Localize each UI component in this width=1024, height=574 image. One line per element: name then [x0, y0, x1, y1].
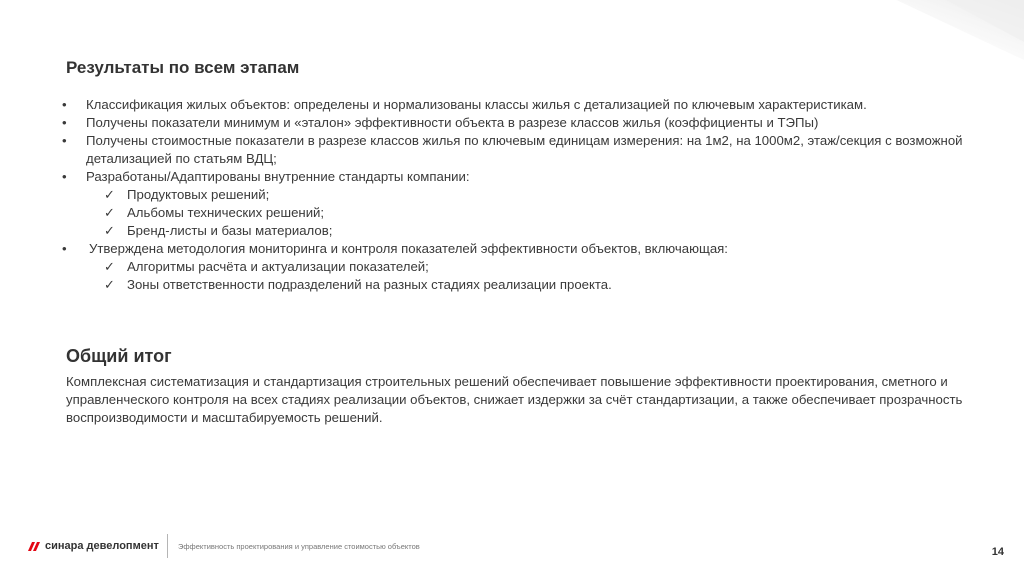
checkmark-icon: ✓	[104, 205, 116, 220]
list-item-text: Получены показатели минимум и «эталон» эффективности объекта в разрезе классов жилья (коэффициенты и ТЭПы)	[86, 115, 819, 130]
results-list	[62, 96, 992, 294]
checkmark-icon: ✓	[104, 259, 116, 274]
list-item-text: Классификация жилых объектов: определены и нормализованы классы жилья с детализацией по ключевым характеристикам.	[86, 97, 867, 112]
sub-list-item	[104, 222, 992, 240]
sub-list-item	[104, 276, 992, 294]
checkmark-icon: ✓	[104, 277, 116, 292]
logo-mark-icon	[28, 542, 40, 551]
bullet-icon: •	[62, 241, 67, 256]
sub-list-item-text: Альбомы технических решений;	[127, 205, 325, 220]
company-logo	[28, 540, 159, 552]
list-item	[62, 132, 992, 168]
bullet-icon: •	[62, 133, 67, 148]
sub-list-item-text: Бренд-листы и базы материалов;	[127, 223, 333, 238]
checkmark-icon: ✓	[104, 223, 116, 238]
footer-divider	[167, 534, 168, 558]
checkmark-icon: ✓	[104, 187, 116, 202]
sub-list-item-text: Продуктовых решений;	[127, 187, 270, 202]
list-item-text: Разработаны/Адаптированы внутренние стандарты компании:	[86, 169, 470, 184]
section-title-results: Результаты по всем этапам	[66, 58, 300, 77]
sub-list-standards	[86, 186, 992, 240]
list-item-text: Получены стоимостные показатели в разрезе классов жилья по ключевым единицам измерения: на 1м2, на 1000м2, этаж/секция с возможной детализацией по статьям ВДЦ;	[86, 133, 963, 166]
sub-list-methodology	[86, 258, 992, 294]
sub-list-item	[104, 204, 992, 222]
sub-list-item	[104, 186, 992, 204]
bullet-icon: •	[62, 97, 67, 112]
sub-list-item-text: Зоны ответственности подразделений на разных стадиях реализации проекта.	[127, 277, 612, 292]
list-item	[62, 168, 992, 240]
sub-list-item	[104, 258, 992, 276]
section-title-summary: Общий итог	[66, 346, 172, 366]
logo-text: синара девелопмент	[45, 540, 159, 552]
footer-caption: Эффективность проектирования и управление стоимостью объектов	[178, 542, 420, 551]
bullet-icon: •	[62, 169, 67, 184]
summary-text: Комплексная систематизация и стандартизация строительных решений обеспечивает повышение эффективности проектирования, сметного и управленческого контроля на всех стадиях реализации объектов, снижает издержки за счёт стандартизации, а также обеспечивает прозрачность воспроизводимости и масштабируемость решений.	[66, 374, 963, 425]
list-item	[62, 96, 992, 114]
page-number: 14	[991, 546, 1004, 558]
list-item-text: Утверждена методология мониторинга и контроля показателей эффективности объектов, включающая:	[89, 241, 728, 256]
list-item	[62, 114, 992, 132]
bullet-icon: •	[62, 115, 67, 130]
sub-list-item-text: Алгоритмы расчёта и актуализации показателей;	[127, 259, 429, 274]
list-item	[62, 240, 992, 294]
